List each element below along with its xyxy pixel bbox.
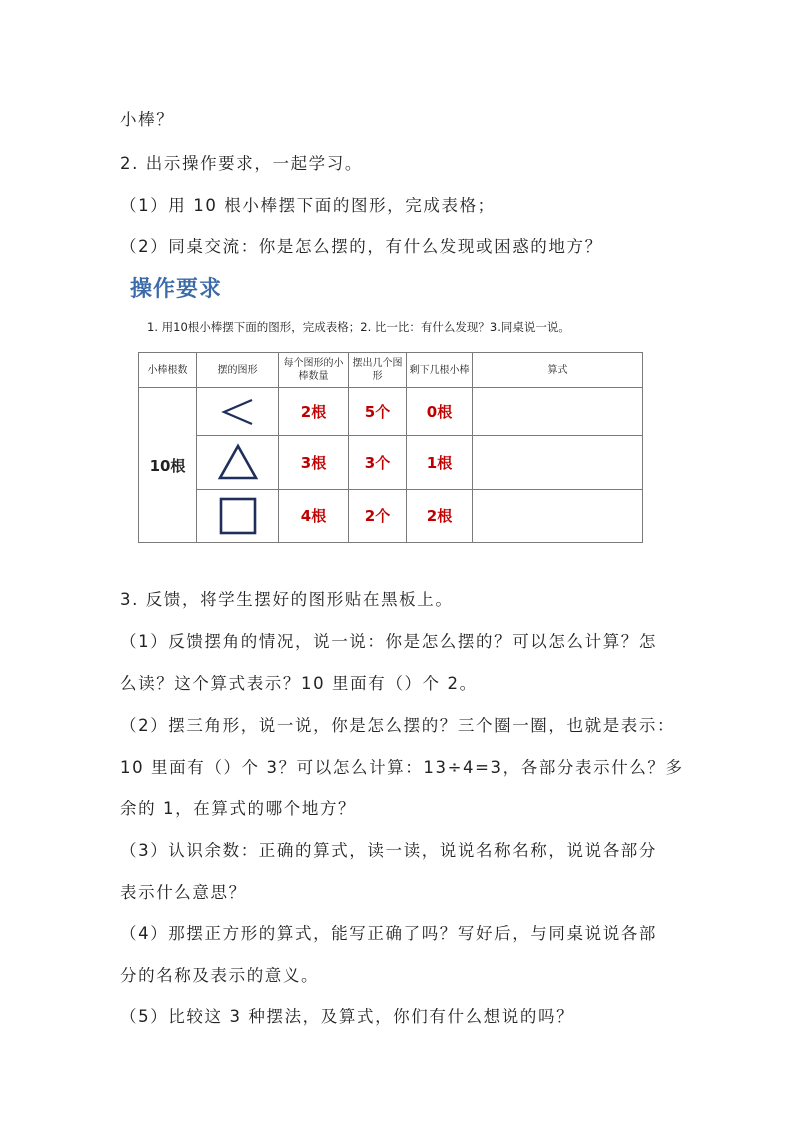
text-line: 10 里面有（）个 3？可以怎么计算：13÷4=3，各部分表示什么？多: [120, 758, 684, 777]
sticks-per-shape-cell: 2根: [279, 388, 349, 436]
shape-cell: [197, 436, 279, 489]
shapes-made-cell: 5个: [349, 388, 407, 436]
formula-cell: [473, 388, 643, 436]
sticks-left-cell: 0根: [407, 388, 473, 436]
text-line: （3）认识余数：正确的算式，读一读，说说名称名称，说说各部分: [120, 841, 657, 860]
text-line: 分的名称及表示的意义。: [120, 966, 320, 985]
table-row: [139, 436, 643, 489]
text-line: （4）那摆正方形的算式，能写正确了吗？写好后，与同桌说说各部: [120, 924, 657, 943]
table-row: [139, 388, 643, 436]
header-formula: 算式: [473, 353, 643, 388]
table-header-row: [139, 353, 643, 388]
sticks-per-shape-cell: 3根: [279, 436, 349, 489]
square-icon: [216, 496, 260, 536]
text-line: 么读？这个算式表示？10 里面有（）个 2。: [120, 674, 478, 693]
sticks-per-shape-cell: 4根: [279, 489, 349, 542]
formula-cell: [473, 489, 643, 542]
header-sticks-total: 小棒根数: [139, 353, 197, 388]
shapes-made-cell: 2个: [349, 489, 407, 542]
shapes-made-cell: 3个: [349, 436, 407, 489]
text-line: 2. 出示操作要求，一起学习。: [120, 154, 363, 173]
operation-requirements-desc: 1. 用10根小棒摆下面的图形，完成表格；2. 比一比：有什么发现？3.同桌说一说。: [147, 320, 570, 334]
text-line: （2）同桌交流：你是怎么摆的，有什么发现或困惑的地方？: [120, 237, 603, 256]
sticks-left-cell: 1根: [407, 436, 473, 489]
header-shapes-made: 摆出几个图形: [349, 353, 407, 388]
total-sticks-cell: 10根: [139, 388, 197, 543]
table-row: [139, 489, 643, 542]
angle-icon: [216, 394, 260, 430]
text-line: （1）反馈摆角的情况，说一说：你是怎么摆的？可以怎么计算？怎: [120, 632, 657, 651]
text-line: 3. 反馈，将学生摆好的图形贴在黑板上。: [120, 590, 454, 609]
text-line: （1）用 10 根小棒摆下面的图形，完成表格；: [120, 196, 496, 215]
shape-cell: [197, 489, 279, 542]
triangle-icon: [216, 442, 260, 482]
text-line: （5）比较这 3 种摆法，及算式，你们有什么想说的吗？: [120, 1007, 575, 1026]
operation-table: [138, 352, 643, 543]
operation-requirements-heading: 操作要求: [130, 277, 223, 302]
header-sticks-per-shape: 每个图形的小棒数量: [279, 353, 349, 388]
header-shape: 摆的图形: [197, 353, 279, 388]
header-sticks-left: 剩下几根小棒: [407, 353, 473, 388]
text-line: 表示什么意思？: [120, 883, 247, 902]
formula-cell: [473, 436, 643, 489]
sticks-left-cell: 2根: [407, 489, 473, 542]
text-line: 小棒？: [120, 110, 175, 129]
shape-cell: [197, 388, 279, 436]
text-line: （2）摆三角形，说一说，你是怎么摆的？三个圈一圈，也就是表示：: [120, 716, 676, 735]
text-line: 余的 1，在算式的哪个地方？: [120, 799, 357, 818]
